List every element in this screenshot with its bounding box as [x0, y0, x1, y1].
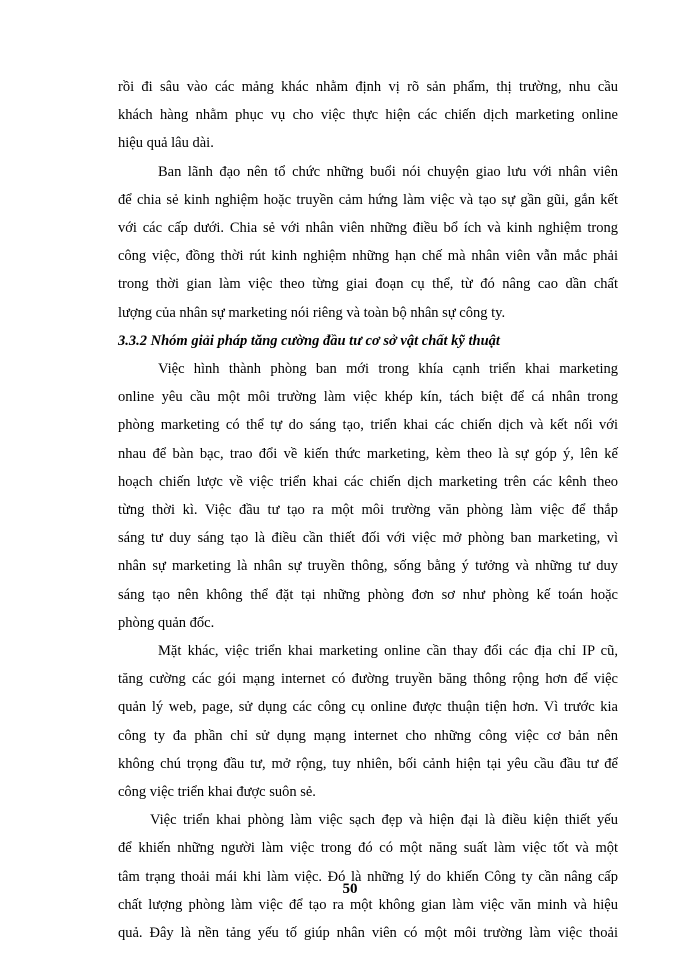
text-line: nhau để bàn bạc, trao đổi về kiến thức marketing, kèm theo là sự góp ý, lên kế — [118, 445, 618, 462]
text-line: không chú trọng đầu tư, mở rộng, tuy nhiên, bối cảnh hiện tại yêu cầu đầu tư để — [118, 755, 618, 772]
text-line: từng thời kì. Việc đầu tư tạo ra một môi trường văn phòng làm việc để thắp — [118, 502, 618, 519]
paragraph — [118, 806, 618, 947]
text-line: Việc hình thành phòng ban mới trong khía cạnh triển khai marketing — [158, 361, 618, 378]
text-line: tăng cường các gói mạng internet có đường truyền băng thông rộng hơn để việc — [118, 671, 618, 688]
text-line: với các cấp dưới. Chia sẻ với nhân viên những điều bổ ích và kinh nghiệm trong — [118, 220, 618, 237]
text-line: để chia sẻ kinh nghiệm hoặc truyền cảm hứng làm việc và tạo sự gần gũi, gắn kết — [118, 191, 618, 208]
text-line: công việc triển khai được suôn sẻ. — [118, 784, 316, 801]
paragraph — [118, 158, 618, 327]
text-line: Việc triển khai phòng làm việc sạch đẹp và hiện đại là điều kiện thiết yếu — [150, 812, 618, 829]
text-line: công ty đa phần chỉ sử dụng mạng internet cho những công việc cơ bản nên — [118, 727, 618, 744]
paragraph — [118, 73, 618, 158]
section-heading: 3.3.2 Nhóm giải pháp tăng cường đầu tư cơ sở vật chất kỹ thuật — [118, 332, 500, 349]
text-line: công việc, đồng thời rút kinh nghiệm những hạn chế mà nhân viên vẫn mắc phải — [118, 248, 618, 265]
paragraph — [118, 637, 618, 806]
text-line: quản lý web, page, sử dụng các công cụ online được thuận tiện hơn. Vì trước kia — [118, 699, 618, 716]
text-line: sáng tạo nên không thể đặt tại những phòng đơn sơ như phòng kế toán hoặc — [118, 586, 618, 603]
text-line: nhân sự marketing là nhân sự truyền thông, sống bằng ý tưởng và những tư duy — [118, 558, 618, 575]
text-line: tâm trạng thoải mái khi làm việc. Đó là những lý do khiến Công ty cần nâng cấp — [118, 868, 618, 885]
text-line: Ban lãnh đạo nên tổ chức những buổi nói chuyện giao lưu với nhân viên — [158, 163, 618, 180]
text-line: chất lượng phòng làm việc để tạo ra một không gian làm việc văn minh và hiệu — [118, 896, 618, 913]
text-line: lượng của nhân sự marketing nói riêng và toàn bộ nhân sự công ty. — [118, 304, 506, 321]
text-line: hiệu quả lâu dài. — [118, 135, 214, 152]
document-page — [118, 73, 618, 947]
page-number: 50 — [342, 881, 358, 897]
text-line: sáng tư duy sáng tạo là điều cần thiết đối với việc mở phòng ban marketing, vì — [118, 530, 618, 547]
text-line: phòng marketing có thể tự do sáng tạo, triển khai các chiến dịch và kết nối với — [118, 417, 618, 434]
text-line: khách hàng nhằm phục vụ cho việc thực hiện các chiến dịch marketing online — [118, 107, 618, 124]
paragraph — [118, 355, 618, 637]
text-line: online yêu cầu một môi trường làm việc khép kín, tách biệt để cá nhân trong — [118, 389, 618, 406]
text-line: quả. Đây là nền tảng yếu tố giúp nhân viên có một môi trường làm việc thoải — [118, 925, 618, 942]
text-line: trong thời gian làm việc theo từng giai đoạn cụ thể, từ đó nâng cao dần chất — [118, 276, 618, 293]
text-line: Mặt khác, việc triển khai marketing online cần thay đổi các địa chỉ IP cũ, — [158, 643, 618, 660]
text-line: phòng quản đốc. — [118, 614, 215, 631]
text-line: để khiến những người làm việc trong đó có một năng suất làm việc tốt và một — [118, 840, 618, 857]
text-line: hoạch chiến lược về việc triển khai các chiến dịch marketing trên các kênh theo — [118, 473, 618, 490]
text-line: rồi đi sâu vào các mảng khác nhằm định vị rõ sản phẩm, thị trường, nhu cầu — [118, 79, 618, 95]
